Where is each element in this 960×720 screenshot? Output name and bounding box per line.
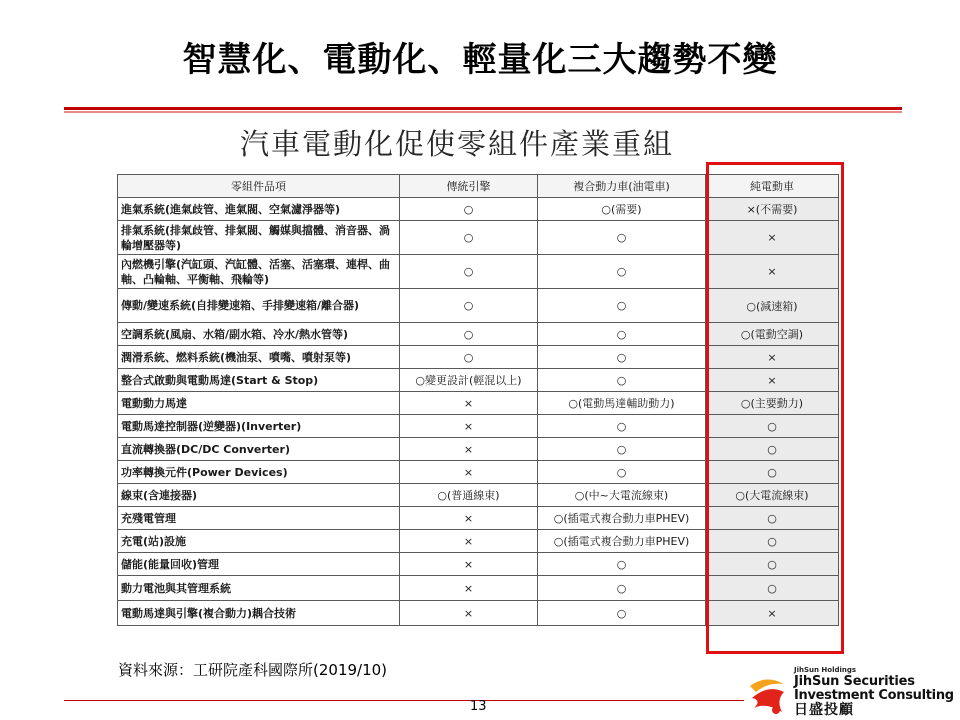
row-hybrid-value: ○ [538, 415, 706, 438]
row-item-name: 動力電池與其管理系統 [118, 576, 400, 601]
row-ev-value: ○ [706, 530, 839, 553]
row-traditional-value: ○ [400, 255, 538, 289]
table-row [118, 601, 839, 626]
title-rule [64, 107, 902, 110]
row-traditional-value: × [400, 438, 538, 461]
row-hybrid-value: ○ [538, 369, 706, 392]
table-row [118, 221, 839, 255]
table-row [118, 438, 839, 461]
table-row [118, 198, 839, 221]
row-traditional-value: × [400, 392, 538, 415]
table-row [118, 392, 839, 415]
row-traditional-value: ○ [400, 198, 538, 221]
row-item-name: 潤滑系統、燃料系統(機油泵、噴嘴、噴射泵等) [118, 346, 400, 369]
page-number: 13 [470, 699, 487, 714]
logo-holdings-text: JihSun Holdings [794, 666, 857, 674]
logo-chinese-name: 日盛投顧 [794, 702, 854, 718]
row-ev-value: × [706, 346, 839, 369]
row-ev-value: ○(電動空調) [706, 323, 839, 346]
header-hybrid: 複合動力車(油電車) [538, 175, 706, 198]
table-row [118, 461, 839, 484]
row-hybrid-value: ○(電動馬達輔助動力) [538, 392, 706, 415]
row-ev-value: ○ [706, 438, 839, 461]
document-title: 汽車電動化促使零組件產業重組 [240, 127, 675, 161]
table-row [118, 415, 839, 438]
row-traditional-value: ○ [400, 289, 538, 323]
row-ev-value: × [706, 369, 839, 392]
company-logo [746, 664, 956, 718]
table-row [118, 530, 839, 553]
row-traditional-value: × [400, 415, 538, 438]
row-traditional-value: ○ [400, 323, 538, 346]
row-item-name: 直流轉換器(DC/DC Converter) [118, 438, 400, 461]
row-hybrid-value: ○ [538, 438, 706, 461]
row-ev-value: × [706, 221, 839, 255]
row-item-name: 電動馬達控制器(逆變器)(Inverter) [118, 415, 400, 438]
row-hybrid-value: ○(插電式複合動力車PHEV) [538, 530, 706, 553]
source-note: 資料來源：工研院產科國際所(2019/10) [118, 661, 388, 679]
row-ev-value: ×(不需要) [706, 198, 839, 221]
row-item-name: 空調系統(風扇、水箱/副水箱、冷水/熱水管等) [118, 323, 400, 346]
row-hybrid-value: ○ [538, 346, 706, 369]
header-ev: 純電動車 [706, 175, 839, 198]
row-item-name: 儲能(能量回收)管理 [118, 553, 400, 576]
row-item-name: 內燃機引擎(汽缸頭、汽缸體、活塞、活塞環、連桿、曲軸、凸輪軸、平衡軸、飛輪等) [118, 255, 400, 289]
row-item-name: 充殘電管理 [118, 507, 400, 530]
row-hybrid-value: ○(插電式複合動力車PHEV) [538, 507, 706, 530]
row-hybrid-value: ○ [538, 576, 706, 601]
row-ev-value: ○ [706, 553, 839, 576]
logo-english-line2: Investment Consulting [794, 688, 954, 703]
component-table-wrap [117, 174, 838, 626]
row-traditional-value: ○ [400, 346, 538, 369]
row-hybrid-value: ○(中~大電流線束) [538, 484, 706, 507]
header-item: 零組件品項 [118, 175, 400, 198]
table-row [118, 369, 839, 392]
table-row [118, 323, 839, 346]
table-row [118, 255, 839, 289]
row-item-name: 電動馬達與引擎(複合動力)耦合技術 [118, 601, 400, 626]
row-traditional-value: ○ [400, 221, 538, 255]
row-ev-value: ○(大電流線束) [706, 484, 839, 507]
header-traditional: 傳統引擎 [400, 175, 538, 198]
table-row [118, 484, 839, 507]
title-rule-shadow [64, 111, 902, 113]
jihsun-logo-icon [746, 674, 788, 716]
row-traditional-value: × [400, 530, 538, 553]
row-ev-value: ○ [706, 415, 839, 438]
row-hybrid-value: ○ [538, 461, 706, 484]
row-ev-value: × [706, 255, 839, 289]
table-row [118, 576, 839, 601]
row-item-name: 傳動/變速系統(自排變速箱、手排變速箱/離合器) [118, 289, 400, 323]
row-item-name: 排氣系統(排氣歧管、排氣閥、觸媒與擋體、消音器、渦輪增壓器等) [118, 221, 400, 255]
row-item-name: 進氣系統(進氣歧管、進氣閥、空氣濾淨器等) [118, 198, 400, 221]
logo-english-line1: JihSun Securities [794, 674, 915, 689]
table-row [118, 553, 839, 576]
row-ev-value: ○(減速箱) [706, 289, 839, 323]
row-ev-value: ○ [706, 507, 839, 530]
row-hybrid-value: ○(需要) [538, 198, 706, 221]
table-row [118, 507, 839, 530]
row-item-name: 充電(站)設施 [118, 530, 400, 553]
row-traditional-value: ○(普通線束) [400, 484, 538, 507]
row-traditional-value: ○變更設計(輕混以上) [400, 369, 538, 392]
row-hybrid-value: ○ [538, 323, 706, 346]
row-item-name: 整合式啟動與電動馬達(Start & Stop) [118, 369, 400, 392]
table-header-row [118, 175, 839, 198]
row-ev-value: ○ [706, 461, 839, 484]
component-table [117, 174, 839, 626]
row-hybrid-value: ○ [538, 601, 706, 626]
row-hybrid-value: ○ [538, 553, 706, 576]
row-hybrid-value: ○ [538, 255, 706, 289]
row-traditional-value: × [400, 507, 538, 530]
row-ev-value: × [706, 601, 839, 626]
row-traditional-value: × [400, 576, 538, 601]
table-row [118, 289, 839, 323]
row-hybrid-value: ○ [538, 289, 706, 323]
row-hybrid-value: ○ [538, 221, 706, 255]
row-traditional-value: × [400, 553, 538, 576]
table-row [118, 346, 839, 369]
row-traditional-value: × [400, 461, 538, 484]
row-ev-value: ○(主要動力) [706, 392, 839, 415]
footer-rule [64, 700, 744, 701]
slide-title: 智慧化、電動化、輕量化三大趨勢不變 [182, 40, 778, 80]
row-item-name: 線束(含連接器) [118, 484, 400, 507]
row-ev-value: ○ [706, 576, 839, 601]
row-item-name: 電動動力馬達 [118, 392, 400, 415]
row-item-name: 功率轉換元件(Power Devices) [118, 461, 400, 484]
row-traditional-value: × [400, 601, 538, 626]
